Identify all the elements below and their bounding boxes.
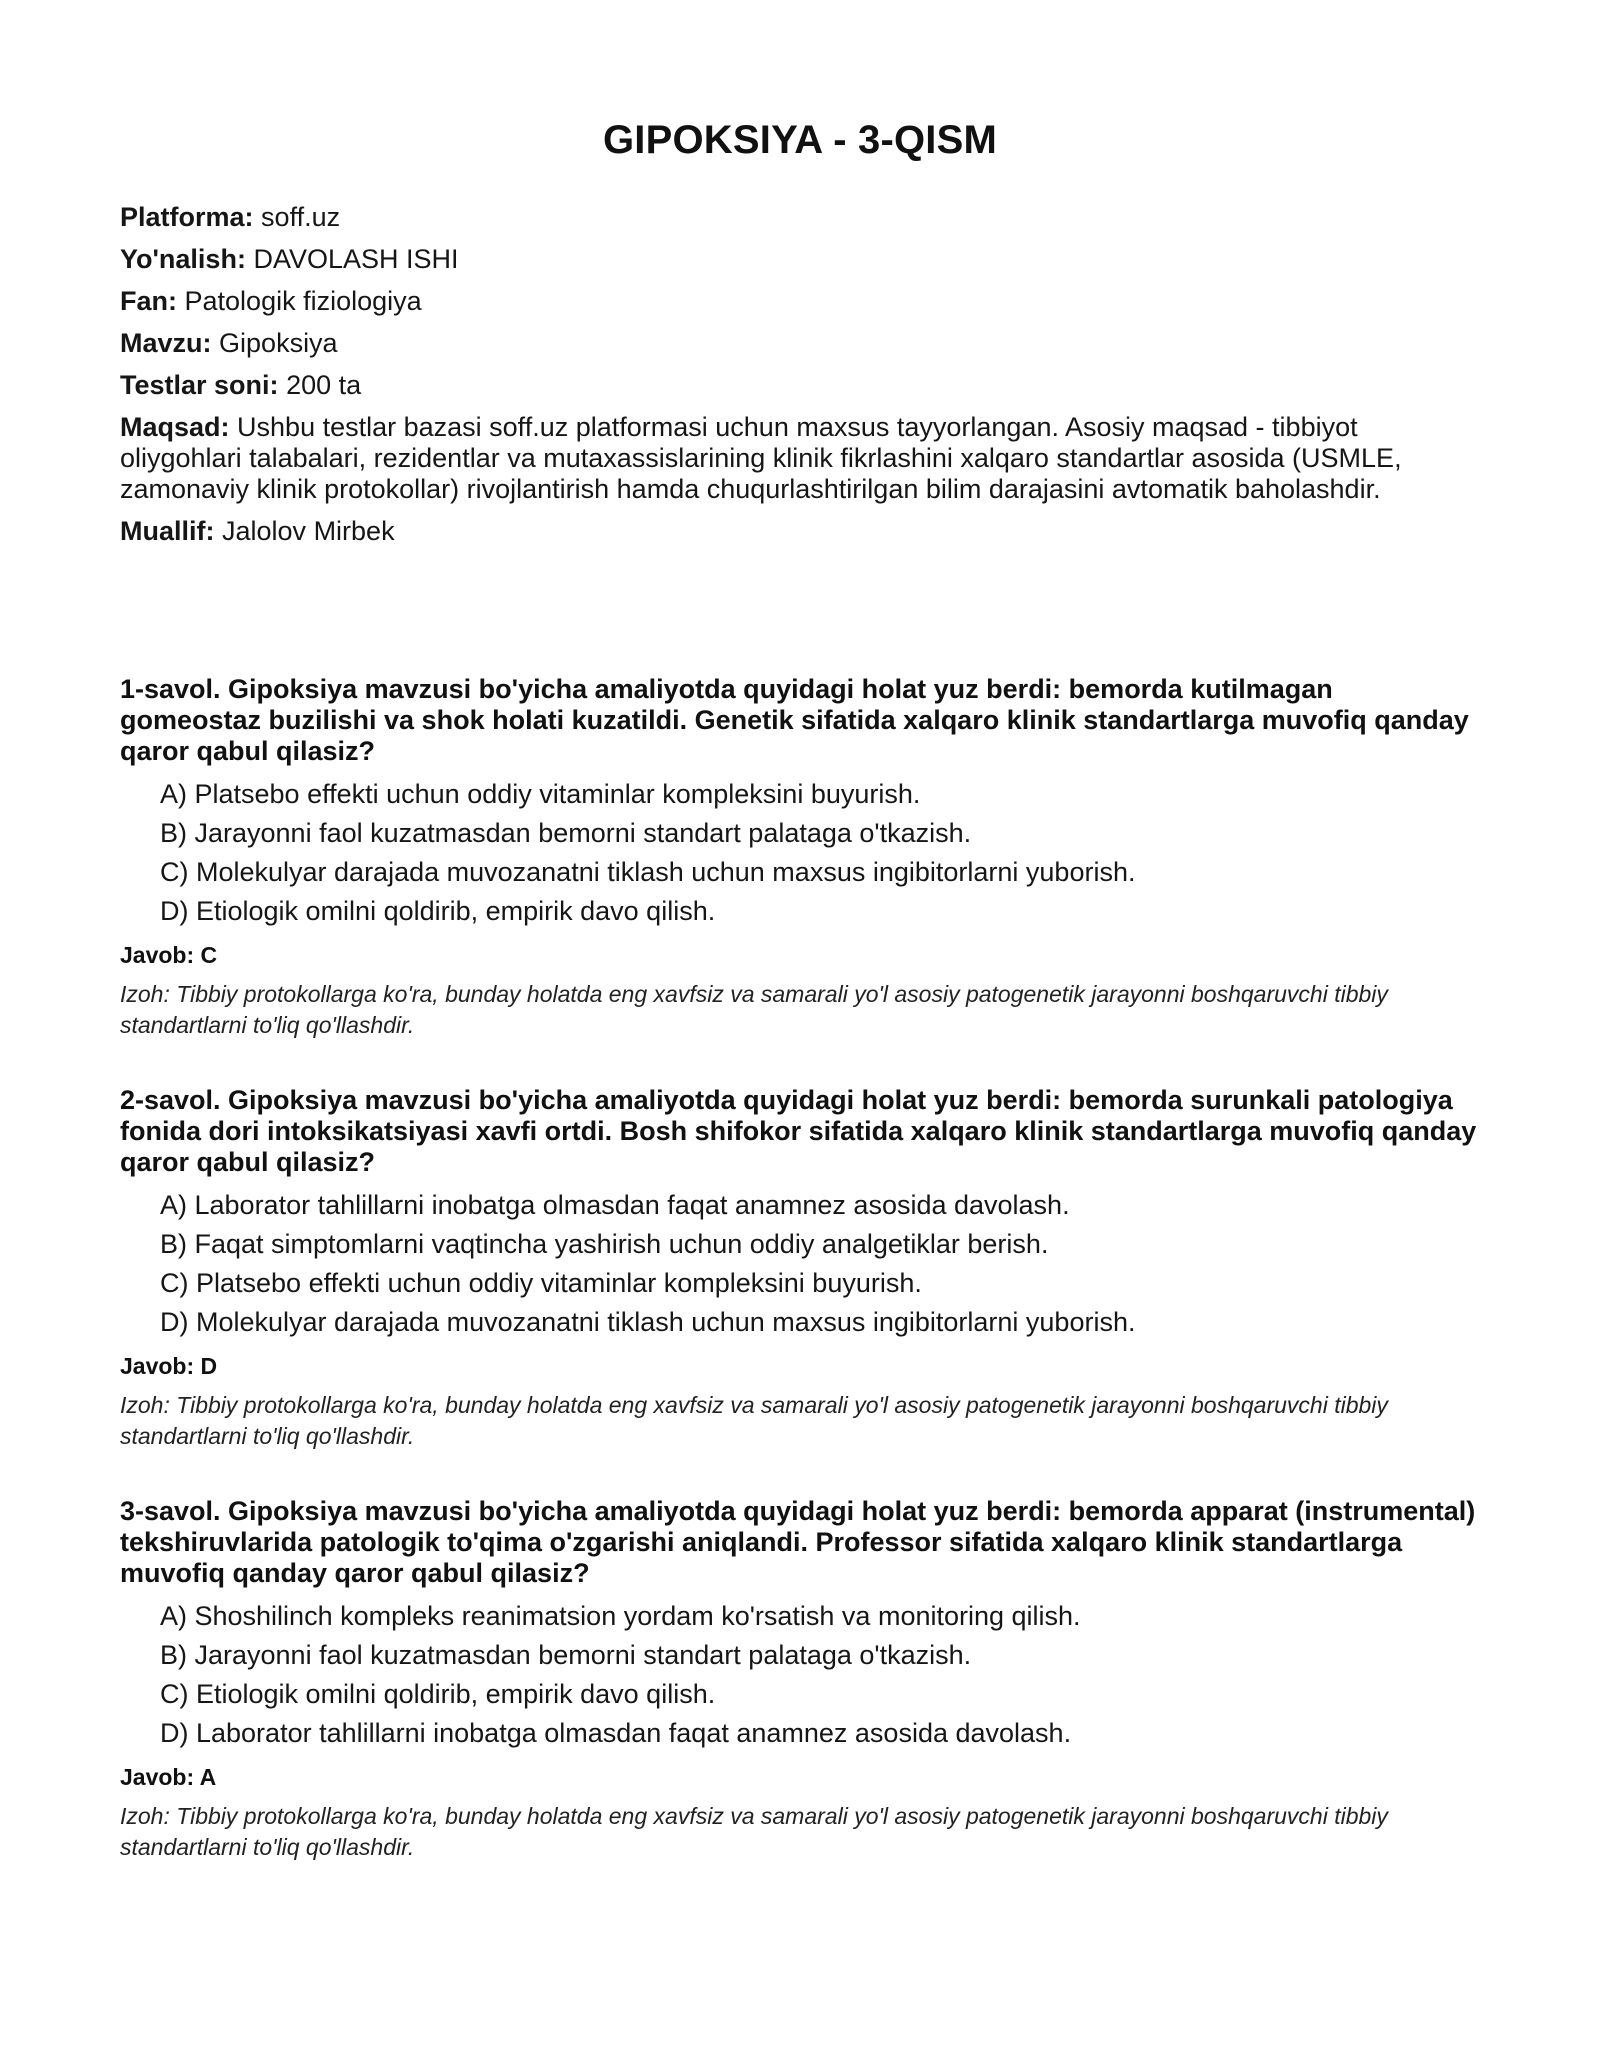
option-a: A) Laborator tahlillarni inobatga olmasdan faqat anamnez asosida davolash. — [160, 1190, 1070, 1220]
questions-list — [120, 674, 1480, 1907]
answer-label: Javob: D — [120, 1353, 218, 1379]
meta-direction — [120, 244, 1480, 275]
meta-value: Ushbu testlar bazasi soff.uz platformasi uchun maxsus tayyorlangan. Asosiy maqsad - tibbiyot oliygohlari talabalari, rezidentlar va mutaxassislarining klinik fikrlashini xalqaro standartlar asosida (USMLE, zamonaviy klinik protokollar) rivojlantirish hamda chuqurlashtirilgan bilim darajasini avtomatik baholashdir. — [120, 412, 1402, 504]
option-d: D) Etiologik omilni qoldirib, empirik davo qilish. — [160, 896, 716, 926]
option-a: A) Platsebo effekti uchun oddiy vitaminlar kompleksini buyurish. — [160, 779, 921, 809]
option-c: C) Etiologik omilni qoldirib, empirik davo qilish. — [160, 1679, 716, 1709]
answer-label: Javob: C — [120, 942, 218, 968]
meta-label: Mavzu: — [120, 328, 212, 358]
option-d: D) Molekulyar darajada muvozanatni tiklash uchun maxsus ingibitorlarni yuborish. — [160, 1307, 1136, 1337]
question-2 — [120, 1085, 1480, 1452]
explanation-note: Izoh: Tibbiy protokollarga ko'ra, bunday holatda eng xavfsiz va samarali yo'l asosiy patogenetik jarayonni boshqaruvchi tibbiy standartlarni to'liq qo'llashdir. — [120, 981, 1388, 1038]
question-text: 3-savol. Gipoksiya mavzusi bo'yicha amaliyotda quyidagi holat yuz berdi: bemorda apparat (instrumental) tekshiruvlarida patologik to'qima o'zgarishi aniqlandi. Professor sifatida xalqaro klinik standartlarga muvofiq qanday qaror qabul qilasiz? — [120, 1496, 1476, 1588]
meta-label: Fan: — [120, 286, 177, 316]
meta-label: Testlar soni: — [120, 370, 279, 400]
meta-value: DAVOLASH ISHI — [253, 244, 459, 274]
meta-purpose — [120, 412, 1480, 505]
question-1 — [120, 674, 1480, 1041]
option-c: C) Platsebo effekti uchun oddiy vitaminlar kompleksini buyurish. — [160, 1268, 922, 1298]
option-b: B) Jarayonni faol kuzatmasdan bemorni standart palataga o'tkazish. — [160, 1640, 972, 1670]
answer-label: Javob: A — [120, 1764, 217, 1790]
meta-test-count — [120, 370, 1480, 401]
metadata-block — [120, 202, 1480, 558]
meta-value: Gipoksiya — [219, 328, 338, 358]
meta-platform — [120, 202, 1480, 233]
meta-subject — [120, 286, 1480, 317]
meta-value: Patologik fiziologiya — [184, 286, 422, 316]
document-title: GIPOKSIYA - 3-QISM — [602, 118, 998, 162]
explanation-note: Izoh: Tibbiy protokollarga ko'ra, bunday holatda eng xavfsiz va samarali yo'l asosiy patogenetik jarayonni boshqaruvchi tibbiy standartlarni to'liq qo'llashdir. — [120, 1392, 1388, 1449]
meta-value: Jalolov Mirbek — [222, 516, 395, 546]
option-b: B) Jarayonni faol kuzatmasdan bemorni standart palataga o'tkazish. — [160, 818, 972, 848]
explanation-note: Izoh: Tibbiy protokollarga ko'ra, bunday holatda eng xavfsiz va samarali yo'l asosiy patogenetik jarayonni boshqaruvchi tibbiy standartlarni to'liq qo'llashdir. — [120, 1803, 1388, 1860]
meta-label: Muallif: — [120, 516, 215, 546]
meta-value: soff.uz — [261, 202, 341, 232]
option-b: B) Faqat simptomlarni vaqtincha yashirish uchun oddiy analgetiklar berish. — [160, 1229, 1049, 1259]
meta-label: Yo'nalish: — [120, 244, 246, 274]
option-a: A) Shoshilinch kompleks reanimatsion yordam ko'rsatish va monitoring qilish. — [160, 1601, 1081, 1631]
option-c: C) Molekulyar darajada muvozanatni tiklash uchun maxsus ingibitorlarni yuborish. — [160, 857, 1136, 887]
question-3 — [120, 1496, 1480, 1863]
question-text: 1-savol. Gipoksiya mavzusi bo'yicha amaliyotda quyidagi holat yuz berdi: bemorda kutilmagan gomeostaz buzilishi va shok holati kuzatildi. Genetik sifatida xalqaro klinik standartlarga muvofiq qanday qaror qabul qilasiz? — [120, 674, 1469, 766]
meta-author — [120, 516, 1480, 547]
meta-label: Maqsad: — [120, 412, 230, 442]
question-text: 2-savol. Gipoksiya mavzusi bo'yicha amaliyotda quyidagi holat yuz berdi: bemorda surunkali patologiya fonida dori intoksikatsiyasi xavfi ortdi. Bosh shifokor sifatida xalqaro klinik standartlarga muvofiq qanday qaror qabul qilasiz? — [120, 1085, 1477, 1177]
meta-value: 200 ta — [286, 370, 362, 400]
meta-label: Platforma: — [120, 202, 254, 232]
meta-topic — [120, 328, 1480, 359]
option-d: D) Laborator tahlillarni inobatga olmasdan faqat anamnez asosida davolash. — [160, 1718, 1072, 1748]
